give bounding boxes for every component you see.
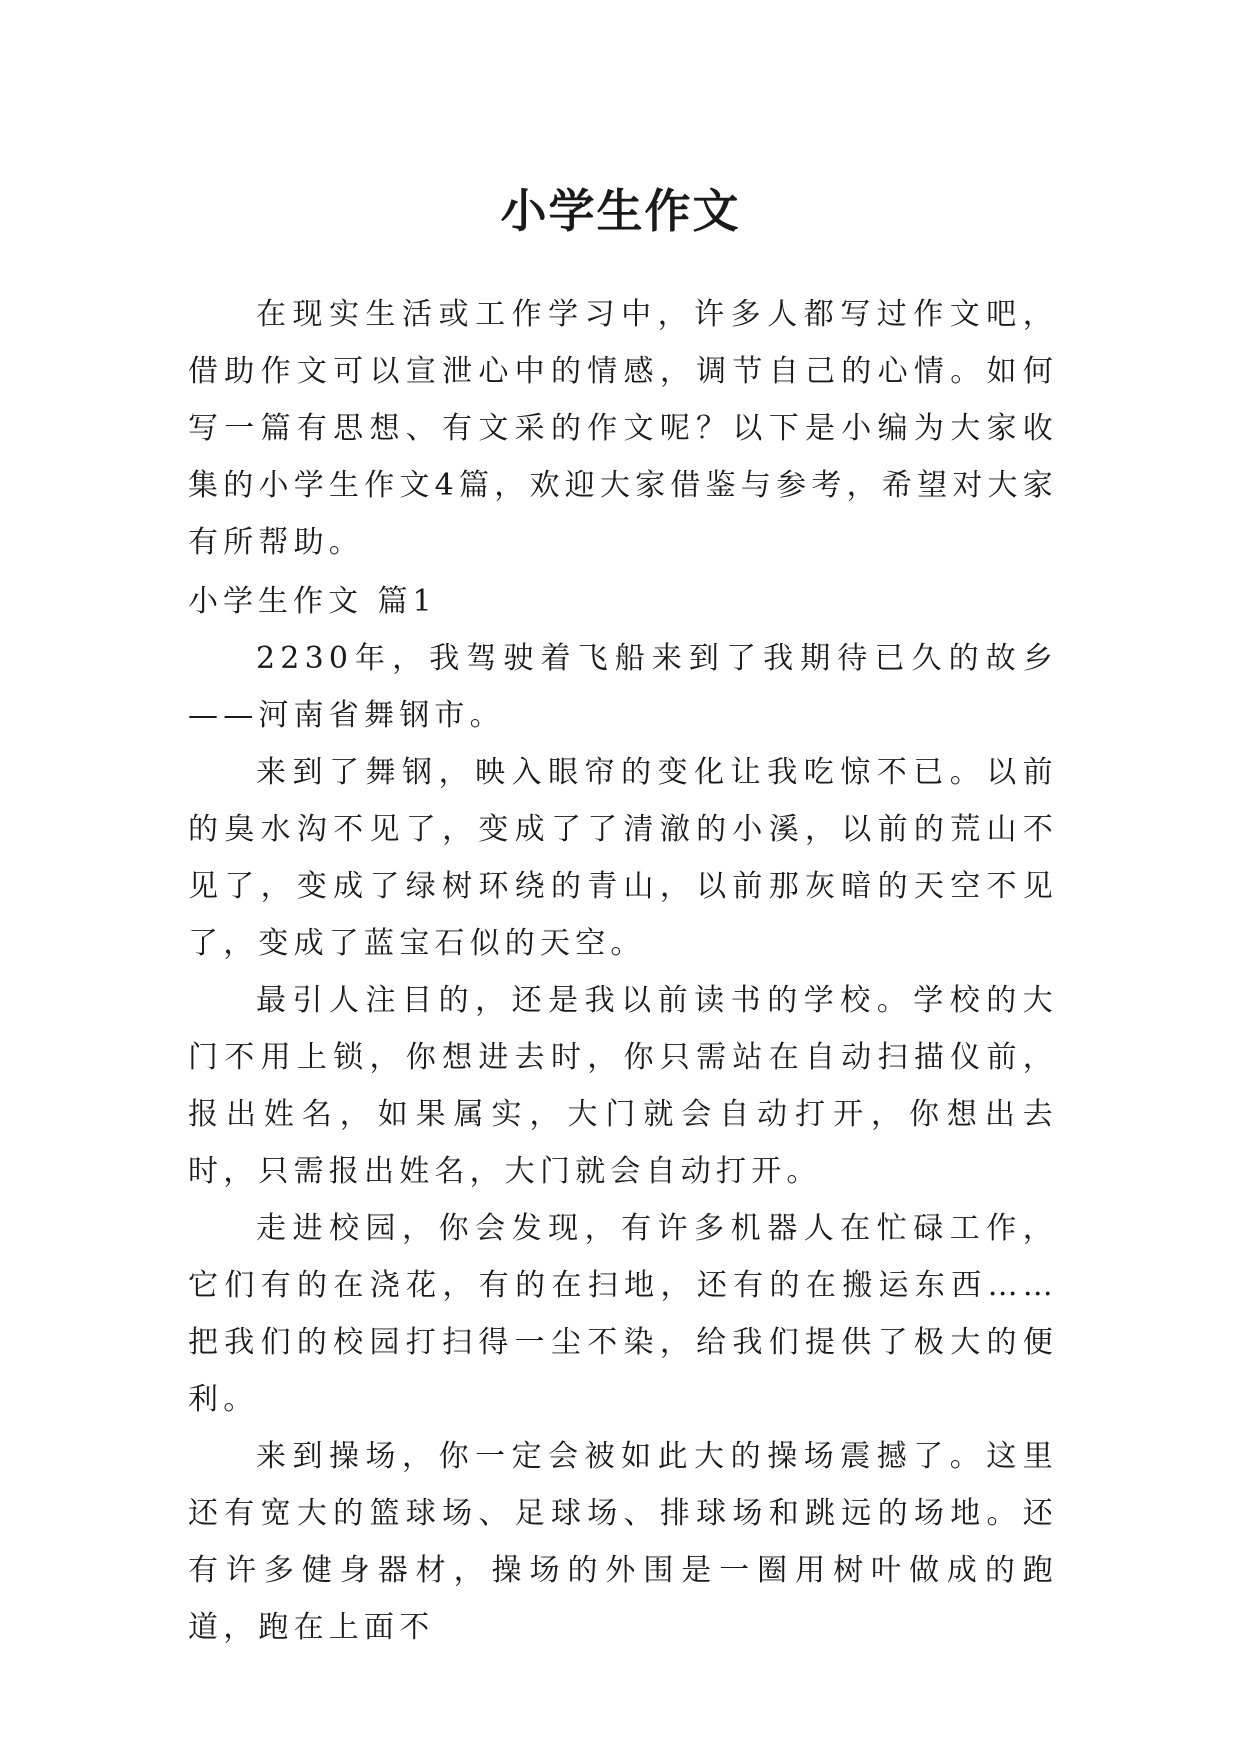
document-title: 小学生作文 <box>500 183 741 238</box>
intro-section <box>188 286 1058 571</box>
section-heading: 小学生作文 篇1 <box>188 584 437 619</box>
essay-paragraph-2: 来到了舞钢，映入眼帘的变化让我吃惊不已。以前的臭水沟不见了，变成了了清澈的小溪，以前的荒山不见了，变成了绿树环绕的青山，以前那灰暗的天空不见了，变成了蓝宝石似的天空。 <box>188 755 1058 961</box>
intro-paragraph: 在现实生活或工作学习中，许多人都写过作文吧，借助作文可以宣泄心中的情感，调节自己的心情。如何写一篇有思想、有文采的作文呢？以下是小编为大家收集的小学生作文4篇，欢迎大家借鉴与参考，希望对大家有所帮助。 <box>188 297 1058 560</box>
essay-paragraph-5: 来到操场，你一定会被如此大的操场震撼了。这里还有宽大的篮球场、足球场、排球场和跳远的场地。还有许多健身器材，操场的外围是一圈用树叶做成的跑道，跑在上面不 <box>188 1439 1058 1645</box>
essay-paragraph-1: 2230年，我驾驶着飞船来到了我期待已久的故乡——河南省舞钢市。 <box>188 641 1058 733</box>
essay-body <box>188 630 1058 1656</box>
essay-paragraph-3: 最引人注目的，还是我以前读书的学校。学校的大门不用上锁，你想进去时，你只需站在自动扫描仪前，报出姓名，如果属实，大门就会自动打开，你想出去时，只需报出姓名，大门就会自动打开。 <box>188 983 1058 1189</box>
essay-paragraph-4: 走进校园，你会发现，有许多机器人在忙碌工作，它们有的在浇花，有的在扫地，还有的在搬运东西……把我们的校园打扫得一尘不染，给我们提供了极大的便利。 <box>188 1211 1058 1417</box>
